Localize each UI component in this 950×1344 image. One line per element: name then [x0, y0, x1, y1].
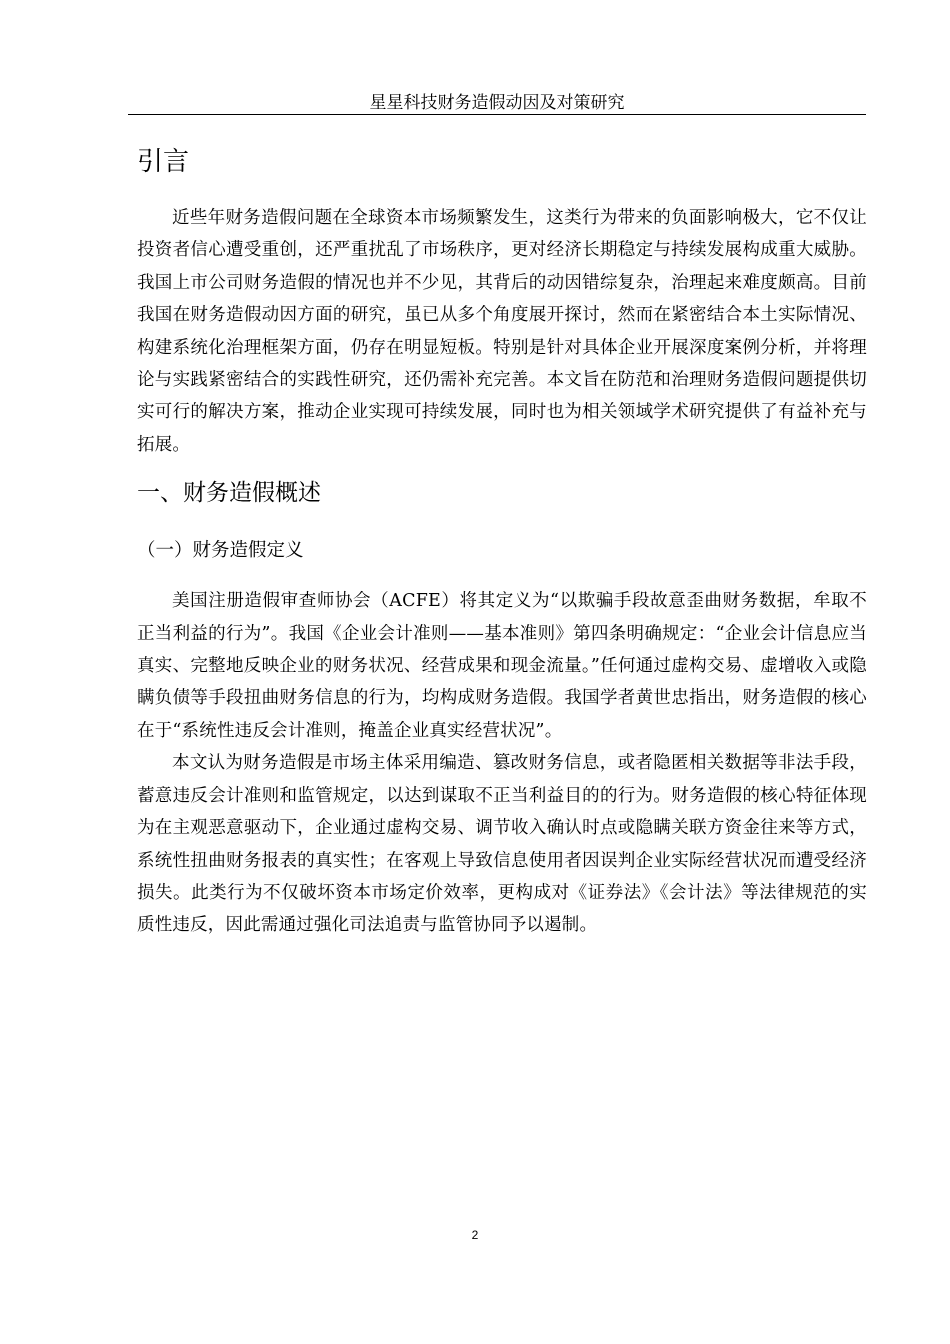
- intro-heading: 引言: [137, 147, 190, 177]
- intro-paragraph: 近些年财务造假问题在全球资本市场频繁发生，这类行为带来的负面影响极大，它不仅让投资者信心遭受重创，还严重扰乱了市场秩序，更对经济长期稳定与持续发展构成重大威胁。我国上市公司财务造假的情况也并不少见，其背后的动因错综复杂，治理起来难度颇高。目前我国在财务造假动因方面的研究，虽已从多个角度展开探讨，然而在紧密结合本土实际情况、构建系统化治理框架方面，仍存在明显短板。特别是针对具体企业开展深度案例分析，并将理论与实践紧密结合的实践性研究，还仍需补充完善。本文旨在防范和治理财务造假问题提供切实可行的解决方案，推动企业实现可持续发展，同时也为相关领域学术研究提供了有益补充与拓展。: [137, 208, 867, 455]
- definition-paragraph: 美国注册造假审查师协会（ACFE）将其定义为“以欺骗手段故意歪曲财务数据，牟取不正当利益的行为”。我国《企业会计准则——基本准则》第四条明确规定：“企业会计信息应当真实、完整地反映企业的财务状况、经营成果和现金流量。”任何通过虚构交易、虚增收入或隐瞒负债等手段扭曲财务信息的行为，均构成财务造假。我国学者黄世忠指出，财务造假的核心在于“系统性违反会计准则，掩盖企业真实经营状况”。: [137, 591, 867, 741]
- section-heading: 一、财务造假概述: [137, 480, 321, 507]
- subsection-heading: （一）财务造假定义: [137, 540, 304, 562]
- page-number: 2: [471, 1228, 479, 1242]
- running-header: 星星科技财务造假动因及对策研究: [128, 92, 866, 115]
- document-body: [137, 144, 867, 942]
- author-view-paragraph: 本文认为财务造假是市场主体采用编造、篡改财务信息，或者隐匿相关数据等非法手段，蓄意违反会计准则和监管规定，以达到谋取不正当利益目的的行为。财务造假的核心特征体现为在主观恶意驱动下，企业通过虚构交易、调节收入确认时点或隐瞒关联方资金往来等方式，系统性扭曲财务报表的真实性；在客观上导致信息使用者因误判企业实际经营状况而遭受经济损失。此类行为不仅破坏资本市场定价效率，更构成对《证券法》《会计法》等法律规范的实质性违反，因此需通过强化司法追责与监管协同予以遏制。: [137, 753, 867, 936]
